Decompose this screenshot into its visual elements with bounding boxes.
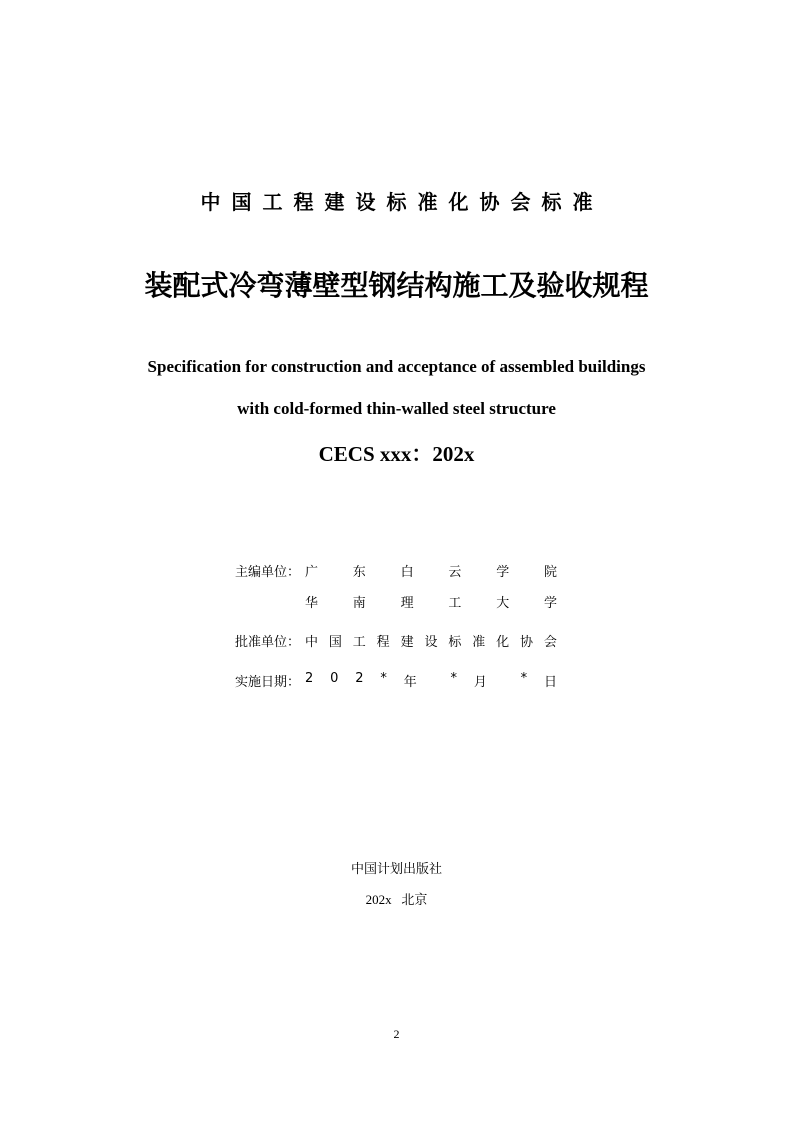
approver-char: 协 <box>520 635 534 650</box>
approver-char: 建 <box>400 635 414 650</box>
approver-char: 标 <box>448 635 462 650</box>
editor-unit-1-char: 学 <box>496 565 510 580</box>
document-title-english-line2: with cold-formed thin-walled steel structure <box>237 399 556 418</box>
publication-year-place: 202x 北京 <box>365 892 428 907</box>
date-char: 2 <box>355 671 364 686</box>
editor-unit-2 <box>305 592 557 611</box>
editor-label: 主编单位： <box>235 565 301 580</box>
approver-char: 工 <box>352 635 366 650</box>
date-char: * <box>450 671 458 686</box>
approver-char: 准 <box>472 635 486 650</box>
editor-unit-2-char: 华 <box>305 596 319 611</box>
editor-unit-1-char: 东 <box>352 565 366 580</box>
approver-label: 批准单位： <box>235 635 301 650</box>
approver-char: 设 <box>424 635 438 650</box>
date-char: * <box>380 671 387 686</box>
editor-unit-2-char: 大 <box>496 596 510 611</box>
organization-title: 中国工程建设标准化协会标准 <box>200 190 604 214</box>
editor-unit-2-char: 理 <box>400 596 414 611</box>
standard-code: CECS xxx：202x <box>318 442 475 466</box>
document-title-chinese: 装配式冷弯薄壁型钢结构施工及验收规程 <box>144 269 649 302</box>
approver-char: 化 <box>496 635 510 650</box>
date-char: 2 <box>305 671 314 686</box>
editor-unit-1-char: 院 <box>543 565 557 580</box>
approver-char: 中 <box>305 635 319 650</box>
date-char: 日 <box>543 675 557 690</box>
editor-unit-1-char: 广 <box>305 565 319 580</box>
date-char: 月 <box>473 675 487 690</box>
approver-unit <box>305 631 557 650</box>
editor-unit-1-char: 白 <box>400 565 414 580</box>
document-title-english-line1: Specification for construction and acceptance of assembled buildings <box>147 357 646 376</box>
publisher-name: 中国计划出版社 <box>350 862 442 877</box>
date-label: 实施日期： <box>235 675 301 690</box>
date-char: * <box>520 671 528 686</box>
editor-unit-1 <box>305 561 557 580</box>
editor-unit-2-char: 工 <box>448 596 462 611</box>
editor-unit-2-char: 学 <box>543 596 557 611</box>
approver-char: 会 <box>543 635 557 650</box>
approver-char: 国 <box>328 635 342 650</box>
approver-char: 程 <box>376 635 390 650</box>
editor-unit-2-char: 南 <box>352 596 366 611</box>
date-char: 年 <box>403 675 417 690</box>
editor-unit-1-char: 云 <box>448 565 462 580</box>
effective-date <box>305 671 557 690</box>
date-char: 0 <box>330 671 339 686</box>
page-number: 2 <box>393 1027 400 1041</box>
